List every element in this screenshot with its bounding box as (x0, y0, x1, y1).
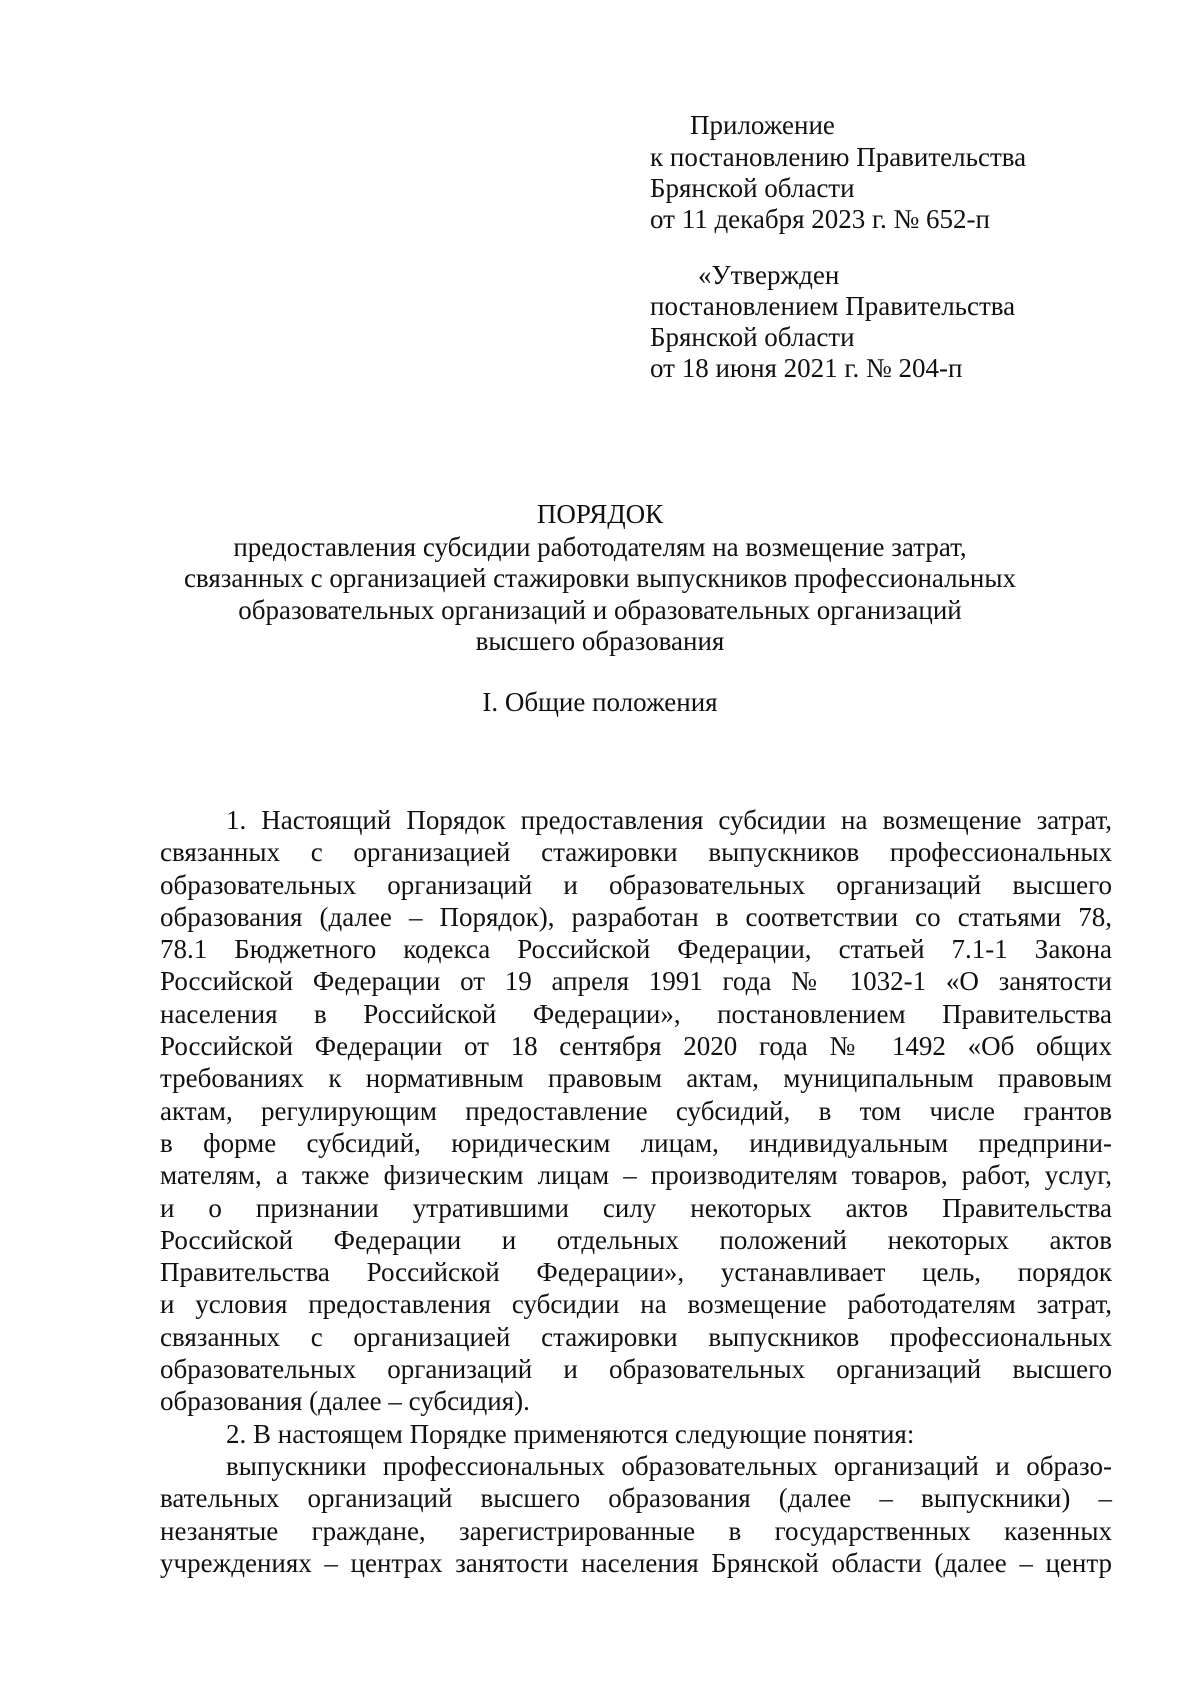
appendix-title: Приложение (690, 110, 835, 140)
body-line: 78.1 Бюджетного кодекса Российской Федерации, статьей 7.1-1 Закона (160, 934, 1112, 965)
body-line: Российской Федерации от 19 апреля 1991 года № 1032-1 «О занятости (160, 966, 1112, 997)
body-line: населения в Российской Федерации», постановлением Правительства (160, 998, 1112, 1029)
body-line: связанных с организацией стажировки выпускников профессиональных (160, 837, 1112, 868)
body-line: образовательных организаций и образовательных организаций высшего (160, 869, 1112, 900)
body-line: образовательных организаций и образовательных организаций высшего (160, 1354, 1112, 1385)
body-line: выпускники профессиональных образовательных организаций и образо- (226, 1450, 1112, 1481)
body-line: Правительства Российской Федерации», устанавливает цель, порядок (160, 1257, 1112, 1288)
body-line: и о признании утратившими силу некоторых актов Правительства (160, 1192, 1112, 1223)
body-line: мателям, а также физическим лицам – производителям товаров, работ, услуг, (160, 1160, 1112, 1191)
approved-decree-date: от 18 июня 2021 г. № 204-п (650, 353, 963, 383)
body-line: 1. Настоящий Порядок предоставления субсидии на возмещение затрат, (226, 805, 1112, 835)
body-line: актам, регулирующим предоставление субсидий, в том числе грантов (160, 1095, 1112, 1126)
body-line: вательных организаций высшего образования (далее – выпускники) – (160, 1483, 1112, 1514)
section-heading: I. Общие положения (482, 687, 718, 717)
body-line: незанятые граждане, зарегистрированные в государственных казенных (160, 1515, 1112, 1546)
title-line: предоставления субсидии работодателям на возмещение затрат, (233, 532, 967, 562)
body-line: Российской Федерации и отдельных положений некоторых актов (160, 1224, 1112, 1255)
body-line: 2. В настоящем Порядке применяются следующие понятия: (226, 1418, 915, 1449)
approved-line: постановлением Правительства (650, 291, 1016, 321)
body-line: образования (далее – Порядок), разработан в соответствии со статьями 78, (160, 901, 1112, 932)
title-main: ПОРЯДОК (536, 499, 664, 529)
body-line: и условия предоставления субсидии на возмещение работодателям затрат, (160, 1289, 1112, 1320)
document-body (160, 804, 1112, 1579)
appendix-decree-date: от 11 декабря 2023 г. № 652-п (650, 204, 990, 234)
title-line: связанных с организацией стажировки выпускников профессиональных (183, 563, 1017, 593)
body-line: требованиях к нормативным правовым актам, муниципальным правовым (160, 1063, 1112, 1094)
body-line: учреждениях – центрах занятости населения Брянской области (далее – центр (160, 1547, 1112, 1578)
title-line: образовательных организаций и образовательных организаций (238, 595, 962, 625)
body-line: Российской Федерации от 18 сентября 2020 года № 1492 «Об общих (160, 1031, 1112, 1062)
appendix-line: Брянской области (650, 173, 855, 203)
approved-line: Брянской области (650, 322, 855, 352)
approved-title: «Утвержден (698, 260, 840, 290)
body-line: связанных с организацией стажировки выпускников профессиональных (160, 1321, 1112, 1352)
title-line: высшего образования (475, 626, 725, 656)
body-line: образования (далее – субсидия). (160, 1386, 530, 1417)
appendix-line: к постановлению Правительства (650, 142, 1027, 172)
body-line: в форме субсидий, юридическим лицам, индивидуальным предприни- (160, 1127, 1112, 1158)
